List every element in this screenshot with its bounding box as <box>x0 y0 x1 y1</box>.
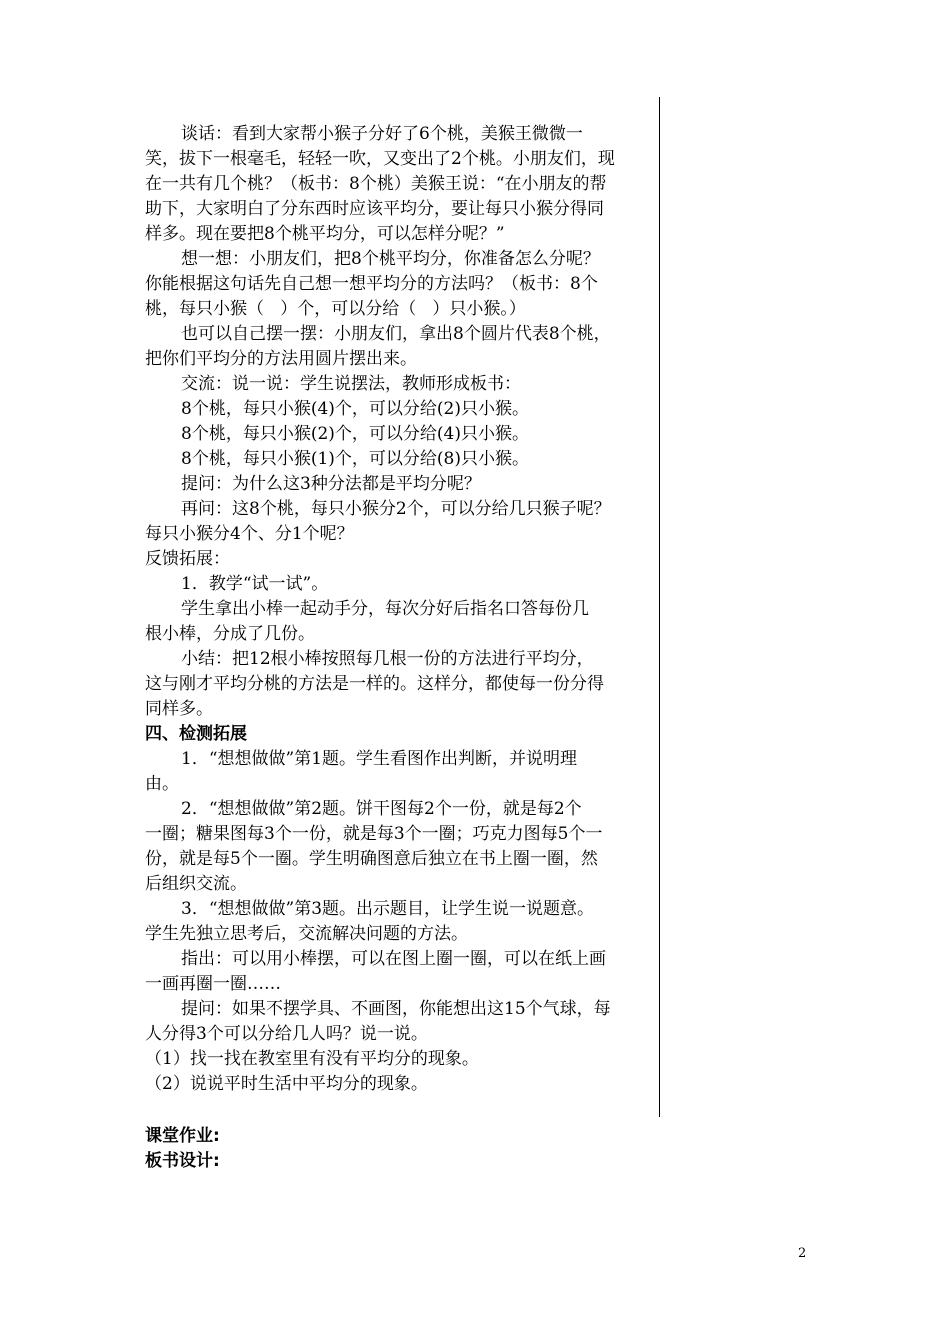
paragraph-line: 在一共有几个桃？（板书：8个桃）美猴王说：“在小朋友的帮 <box>145 174 607 194</box>
paragraph-line: 桃，每只小猴（ ）个，可以分给（ ）只小猴。） <box>145 299 526 319</box>
footer-headings <box>145 1124 220 1174</box>
paragraph-line: 小结：把12根小棒按照每几根一份的方法进行平均分， <box>181 649 594 669</box>
paragraph-line: 1．“想想做做”第1题。学生看图作出判断，并说明理 <box>181 749 578 769</box>
paragraph-line: 学生拿出小棒一起动手分，每次分好后指名口答每份几 <box>181 599 589 619</box>
paragraph-line: 再问：这8个桃，每只小猴分2个，可以分给几只猴子呢？ <box>181 499 611 519</box>
paragraph-line: 由。 <box>145 774 179 794</box>
paragraph-line: 谈话：看到大家帮小猴子分好了6个桃，美猴王微微一 <box>181 124 583 144</box>
paragraph-line: 你能根据这句话先自己想一想平均分的方法吗？（板书：8个 <box>145 274 598 294</box>
paragraph-line: 一圈；糖果图每3个一份，就是每3个一圈；巧克力图每5个一 <box>145 824 603 844</box>
paragraph-line: 人分得3个可以分给几人吗？说一说。 <box>145 1024 428 1044</box>
paragraph-line: 3．“想想做做”第3题。出示题目，让学生说一说题意。 <box>181 899 595 919</box>
paragraph-line: 笑，拔下一根毫毛，轻轻一吹，又变出了2个桃。小朋友们，现 <box>145 149 615 169</box>
paragraph-line: 8个桃，每只小猴(4)个，可以分给(2)只小猴。 <box>181 399 529 419</box>
board-design-heading: 板书设计: <box>145 1151 220 1171</box>
paragraph-line: 后组织交流。 <box>145 874 247 894</box>
paragraph-line: （2）说说平时生活中平均分的现象。 <box>145 1074 428 1094</box>
paragraph-line: 提问：为什么这3种分法都是平均分呢？ <box>181 474 481 494</box>
paragraph-line: 助下，大家明白了分东西时应该平均分，要让每只小猴分得同 <box>145 199 604 219</box>
paragraph-line: 8个桃，每只小猴(2)个，可以分给(4)只小猴。 <box>181 424 529 444</box>
paragraph-line: 份，就是每5个一圈。学生明确图意后独立在书上圈一圈，然 <box>145 849 598 869</box>
paragraph-line: 学生先独立思考后，交流解决问题的方法。 <box>145 924 468 944</box>
paragraph-line: 同样多。 <box>145 699 213 719</box>
lesson-text <box>145 122 655 1097</box>
paragraph-line: 反馈拓展： <box>145 549 230 569</box>
page-number: 2 <box>798 1246 807 1261</box>
paragraph-line: 指出：可以用小棒摆，可以在图上圈一圈，可以在纸上画 <box>181 949 606 969</box>
paragraph-line: 想一想：小朋友们，把8个桃平均分，你准备怎么分呢？ <box>181 249 600 269</box>
paragraph-line: 也可以自己摆一摆：小朋友们，拿出8个圆片代表8个桃， <box>181 324 611 344</box>
paragraph-line: 这与刚才平均分桃的方法是一样的。这样分，都使每一份分得 <box>145 674 604 694</box>
paragraph-line: 1．教学“试一试”。 <box>181 574 329 594</box>
paragraph-line: 根小棒，分成了几份。 <box>145 624 315 644</box>
paragraph-line: 提问：如果不摆学具、不画图，你能想出这15个气球，每 <box>181 999 611 1019</box>
paragraph-line: 样多。现在要把8个桃平均分，可以怎样分呢？” <box>145 224 505 244</box>
homework-heading: 课堂作业: <box>145 1126 220 1146</box>
paragraph-line: 2．“想想做做”第2题。饼干图每2个一份，就是每2个 <box>181 799 582 819</box>
column-divider <box>659 97 660 1117</box>
paragraph-line: 一画再圈一圈…… <box>145 974 281 994</box>
paragraph-line: 交流：说一说：学生说摆法，教师形成板书： <box>181 374 521 394</box>
paragraph-line: （1）找一找在教室里有没有平均分的现象。 <box>145 1049 479 1069</box>
paragraph-line: 四、检测拓展 <box>145 724 247 744</box>
paragraph-line: 每只小猴分4个、分1个呢？ <box>145 524 354 544</box>
paragraph-line: 8个桃，每只小猴(1)个，可以分给(8)只小猴。 <box>181 449 529 469</box>
paragraph-line: 把你们平均分的方法用圆片摆出来。 <box>145 349 417 369</box>
